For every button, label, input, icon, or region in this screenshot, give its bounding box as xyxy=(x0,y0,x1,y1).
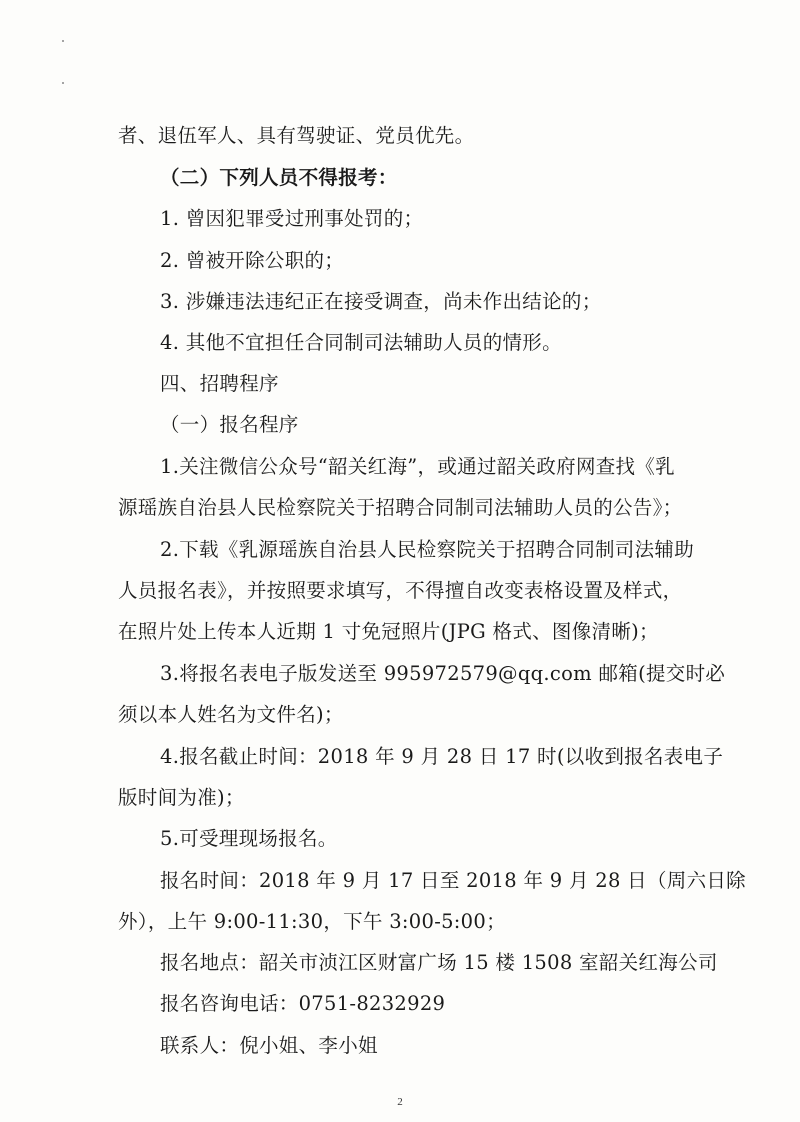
text-line: 版时间为准)； xyxy=(118,786,245,809)
list-item: 1. 曾因犯罪受过刑事处罚的； xyxy=(160,207,424,230)
section-heading: 四、招聘程序 xyxy=(160,372,279,395)
text-line: 者、退伍军人、具有驾驶证、党员优先。 xyxy=(118,124,475,147)
list-item: 3. 涉嫌违法违纪正在接受调查，尚未作出结论的； xyxy=(160,290,602,313)
scan-speck xyxy=(62,40,64,42)
scan-speck xyxy=(62,82,64,84)
list-item: 2. 曾被开除公职的； xyxy=(160,249,345,272)
text-line: 报名时间：2018 年 9 月 17 日至 2018 年 9 月 28 日（周六日除 xyxy=(160,869,746,892)
subsection-heading: （一）报名程序 xyxy=(160,413,299,436)
text-line: 外），上午 9:00-11:30，下午 3:00-5:00； xyxy=(118,910,506,933)
text-line: 联系人：倪小姐、李小姐 xyxy=(160,1034,378,1057)
text-line: 须以本人姓名为文件名)； xyxy=(118,703,344,726)
text-line: 源瑶族自治县人民检察院关于招聘合同制司法辅助人员的公告》； xyxy=(118,496,683,519)
list-item: 4. 其他不宜担任合同制司法辅助人员的情形。 xyxy=(160,331,562,354)
text-line: 5.可受理现场报名。 xyxy=(160,827,338,850)
text-line: 3.将报名表电子版发送至 995972579@qq.com 邮箱(提交时必 xyxy=(160,662,726,685)
text-line: 1.关注微信公众号“韶关红海”，或通过韶关政府网查找《乳 xyxy=(160,455,675,478)
text-line: 4.报名截止时间：2018 年 9 月 28 日 17 时(以收到报名表电子 xyxy=(160,745,724,768)
text-line: 报名地点：韶关市浈江区财富广场 15 楼 1508 室韶关红海公司 xyxy=(160,951,718,974)
page-number: 2 xyxy=(397,1096,403,1108)
text-line: 在照片处上传本人近期 1 寸免冠照片(JPG 格式、图像清晰)； xyxy=(118,620,659,643)
text-line: 人员报名表》，并按照要求填写，不得擅自改变表格设置及样式， xyxy=(118,579,683,602)
text-line: 2.下载《乳源瑶族自治县人民检察院关于招聘合同制司法辅助 xyxy=(160,538,695,561)
section-heading: （二）下列人员不得报考： xyxy=(160,166,398,189)
text-line: 报名咨询电话：0751-8232929 xyxy=(160,992,446,1015)
